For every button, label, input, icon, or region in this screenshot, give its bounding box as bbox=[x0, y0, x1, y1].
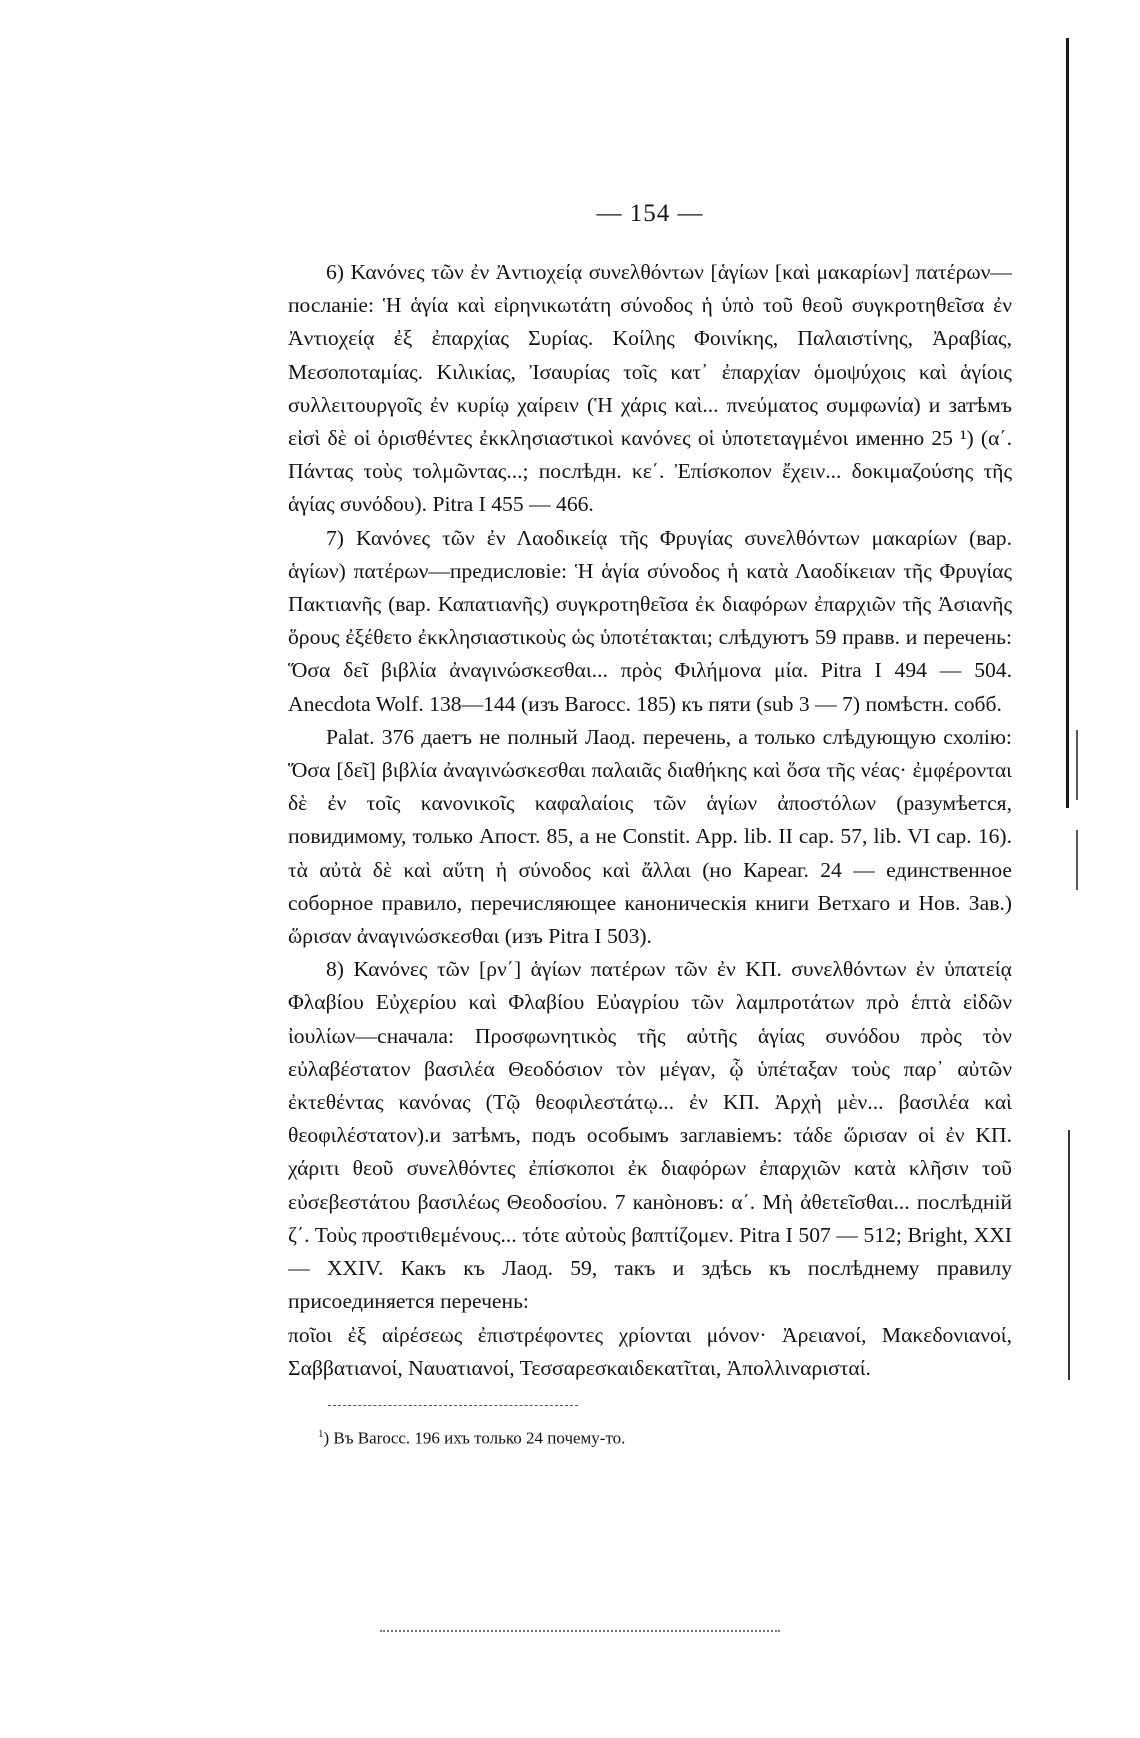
paragraph-constantinople-canons: 8) Κανόνες τῶν [ρν΄] ἁγίων πατέρων τῶν ἐν ΚΠ. συνελθόντων ἐν ὑπατείᾳ Φλαβίου Εὐχερίου καὶ Φλαβίου Εὐαγρίου τῶν λαμπροτάτων πρὸ ἑπτὰ εἰδῶν ἰουλίων—сначала: Προσφωνητικὸς τῆς αὐτῆς ἁγίας συνόδου πρὸς τὸν εὐλαβέστατον βασιλέα Θεοδόσιον τὸν μέγαν, ᾧ ὑπέταξαν τοὺς παρ᾽ αὐτῶν ἐκτεθέντας κανόνας (Τῷ θεοφιλεστάτῳ... ἐν ΚΠ. Ἀρχὴ μὲν... βασιλέα καὶ θεοφιλέστατον).и затѣмъ, подъ особымъ заглавіемъ: τάδε ὥρισαν οἱ ἐν ΚΠ. χάριτι θεοῦ συνελθόντες ἐπίσκοποι ἐκ διαφόρων ἐπαρχιῶν κατὰ κλῆσιν τοῦ εὐσεβεστάτου βασιλέως Θεοδοσίου. 7 канòновъ: α΄. Μὴ ἀθετεῖσθαι... послѣдній ζ΄. Τοὺς προστιθεμένους... τότε αὐτοὺς βαπτίζομεν. Pitra I 507 — 512; Bright, XXI— XXIV. Какъ къ Лаод. 59, такъ и здѣсь къ послѣднему правилу присоединяется перечень: bbox=[288, 957, 1012, 1314]
footnote-text: ) Въ Barocc. 196 ихъ только 24 почему-то. bbox=[323, 1428, 626, 1448]
paragraph-palat-scholion: Palat. 376 даетъ не полный Лаод. перечень, а только слѣдующую схолію: Ὅσα [δεῖ] βιβλία ἀναγινώσκεσθαι παλαιᾶς διαθήκης καὶ ὅσα τῆς νέας· ἐμφέρονται δὲ ἐν τοῖς κανονικοῖς καφαλαίοις τῶν ἁγίων ἀποστόλων (разумѣется, повидимому, только Апост. 85, а не Constit. App. lib. II cap. 57, lib. VI cap. 16). τὰ αὐτὰ δὲ καὶ αὕτη ἡ σύνοδος καὶ ἄλλαι (но Кареаг. 24 — единственное соборное правило, перечисляющее каноническія книги Ветхаго и Нов. Зав.) ὥρισαν ἀναγινώσκεσθαι (изъ Pitra I 503). bbox=[288, 724, 1012, 949]
paragraph-laodicea-canons: 7) Κανόνες τῶν ἐν Λαοδικείᾳ τῆς Φρυγίας συνελθόντων μακαρίων (вар. ἁγίων) πατέρων—предисловіе: Ἡ ἁγία σύνοδος ἡ κατὰ Λαοδίκειαν τῆς Φρυγίας Πακτιανῆς (вар. Καπατιανῆς) συγκροτηθεῖσα ἐκ διαφόρων ἐπαρχιῶν τῆς Ἀσιανῆς ὅρους ἐξέθετο ἐκκλησιαστικοὺς ὡς ὑποτέτακται; слѣдуютъ 59 правв. и перечень: Ὅσα δεῖ βιβλία ἀναγινώσκεσθαι... πρὸς Φιλήμονα μία. Pitra I 494 — 504. Anecdota Wolf. 138—144 (изъ Barocc. 185) къ пяти (sub 3 — 7) помѣстн. cобб. bbox=[288, 525, 1012, 716]
scan-border-right bbox=[1066, 38, 1069, 808]
page-number: — 154 — bbox=[596, 200, 704, 227]
footnote-mark: 1 bbox=[318, 1427, 324, 1440]
scan-specks bbox=[380, 1630, 780, 1638]
scan-mark bbox=[1076, 830, 1078, 890]
paragraph-antioch-canons: 6) Κανόνες τῶν ἐν Ἀντιοχείᾳ συνελθόντων [ἁγίων [καὶ μακαρίων] πατέρων—посланіе: Ἡ ἁγία καὶ εἰρηνικωτάτη σύνοδος ἡ ὑπὸ τοῦ θεοῦ συγκροτηθεῖσα ἐν Ἀντιοχείᾳ ἐξ ἐπαρχίας Συρίας. Κοίλης Φοινίκης, Παλαιστίνης, Ἀραβίας, Μεσοποταμίας. Κιλικίας, Ἰσαυρίας τοῖς κατ᾽ ἐπαρχίαν ὁμοψύχοις καὶ ἁγίοις συλλειτουργοῖς ἐν κυρίῳ χαίρειν (Ἡ χάρις καὶ... πνεύματος συμφωνία) и затѣмъ εἰσὶ δὲ οἱ ὁρισθέντες ἐκκλησιαστικοὶ κανόνες οἱ ὑποτεταγμένοι именно 25 ¹) (α΄. Πάντας τοὺς τολμῶντας...; послѣдн. κε΄. Ἐπίσκοπον ἔχειν... δοκιμαζούσης τῆς ἁγίας συνόδου). Pitra I 455 — 466. bbox=[288, 260, 1012, 517]
document-page bbox=[288, 200, 1012, 1452]
footnote bbox=[288, 1421, 1012, 1452]
scan-mark bbox=[1076, 730, 1078, 800]
footnote-divider bbox=[328, 1405, 578, 1407]
scan-border-right-lower bbox=[1068, 1130, 1070, 1380]
paragraph-heresies-list: ποῖοι ἐξ αἱρέσεως ἐπιστρέφοντες χρίονται μόνον· Ἀρειανοί, Μακεδονιανοί, Σαββατιανοί, Ναυατιανοί, Τεσσαρεσκαιδεκατῖται, Ἀπολλιναρισταί. bbox=[288, 1322, 1012, 1380]
